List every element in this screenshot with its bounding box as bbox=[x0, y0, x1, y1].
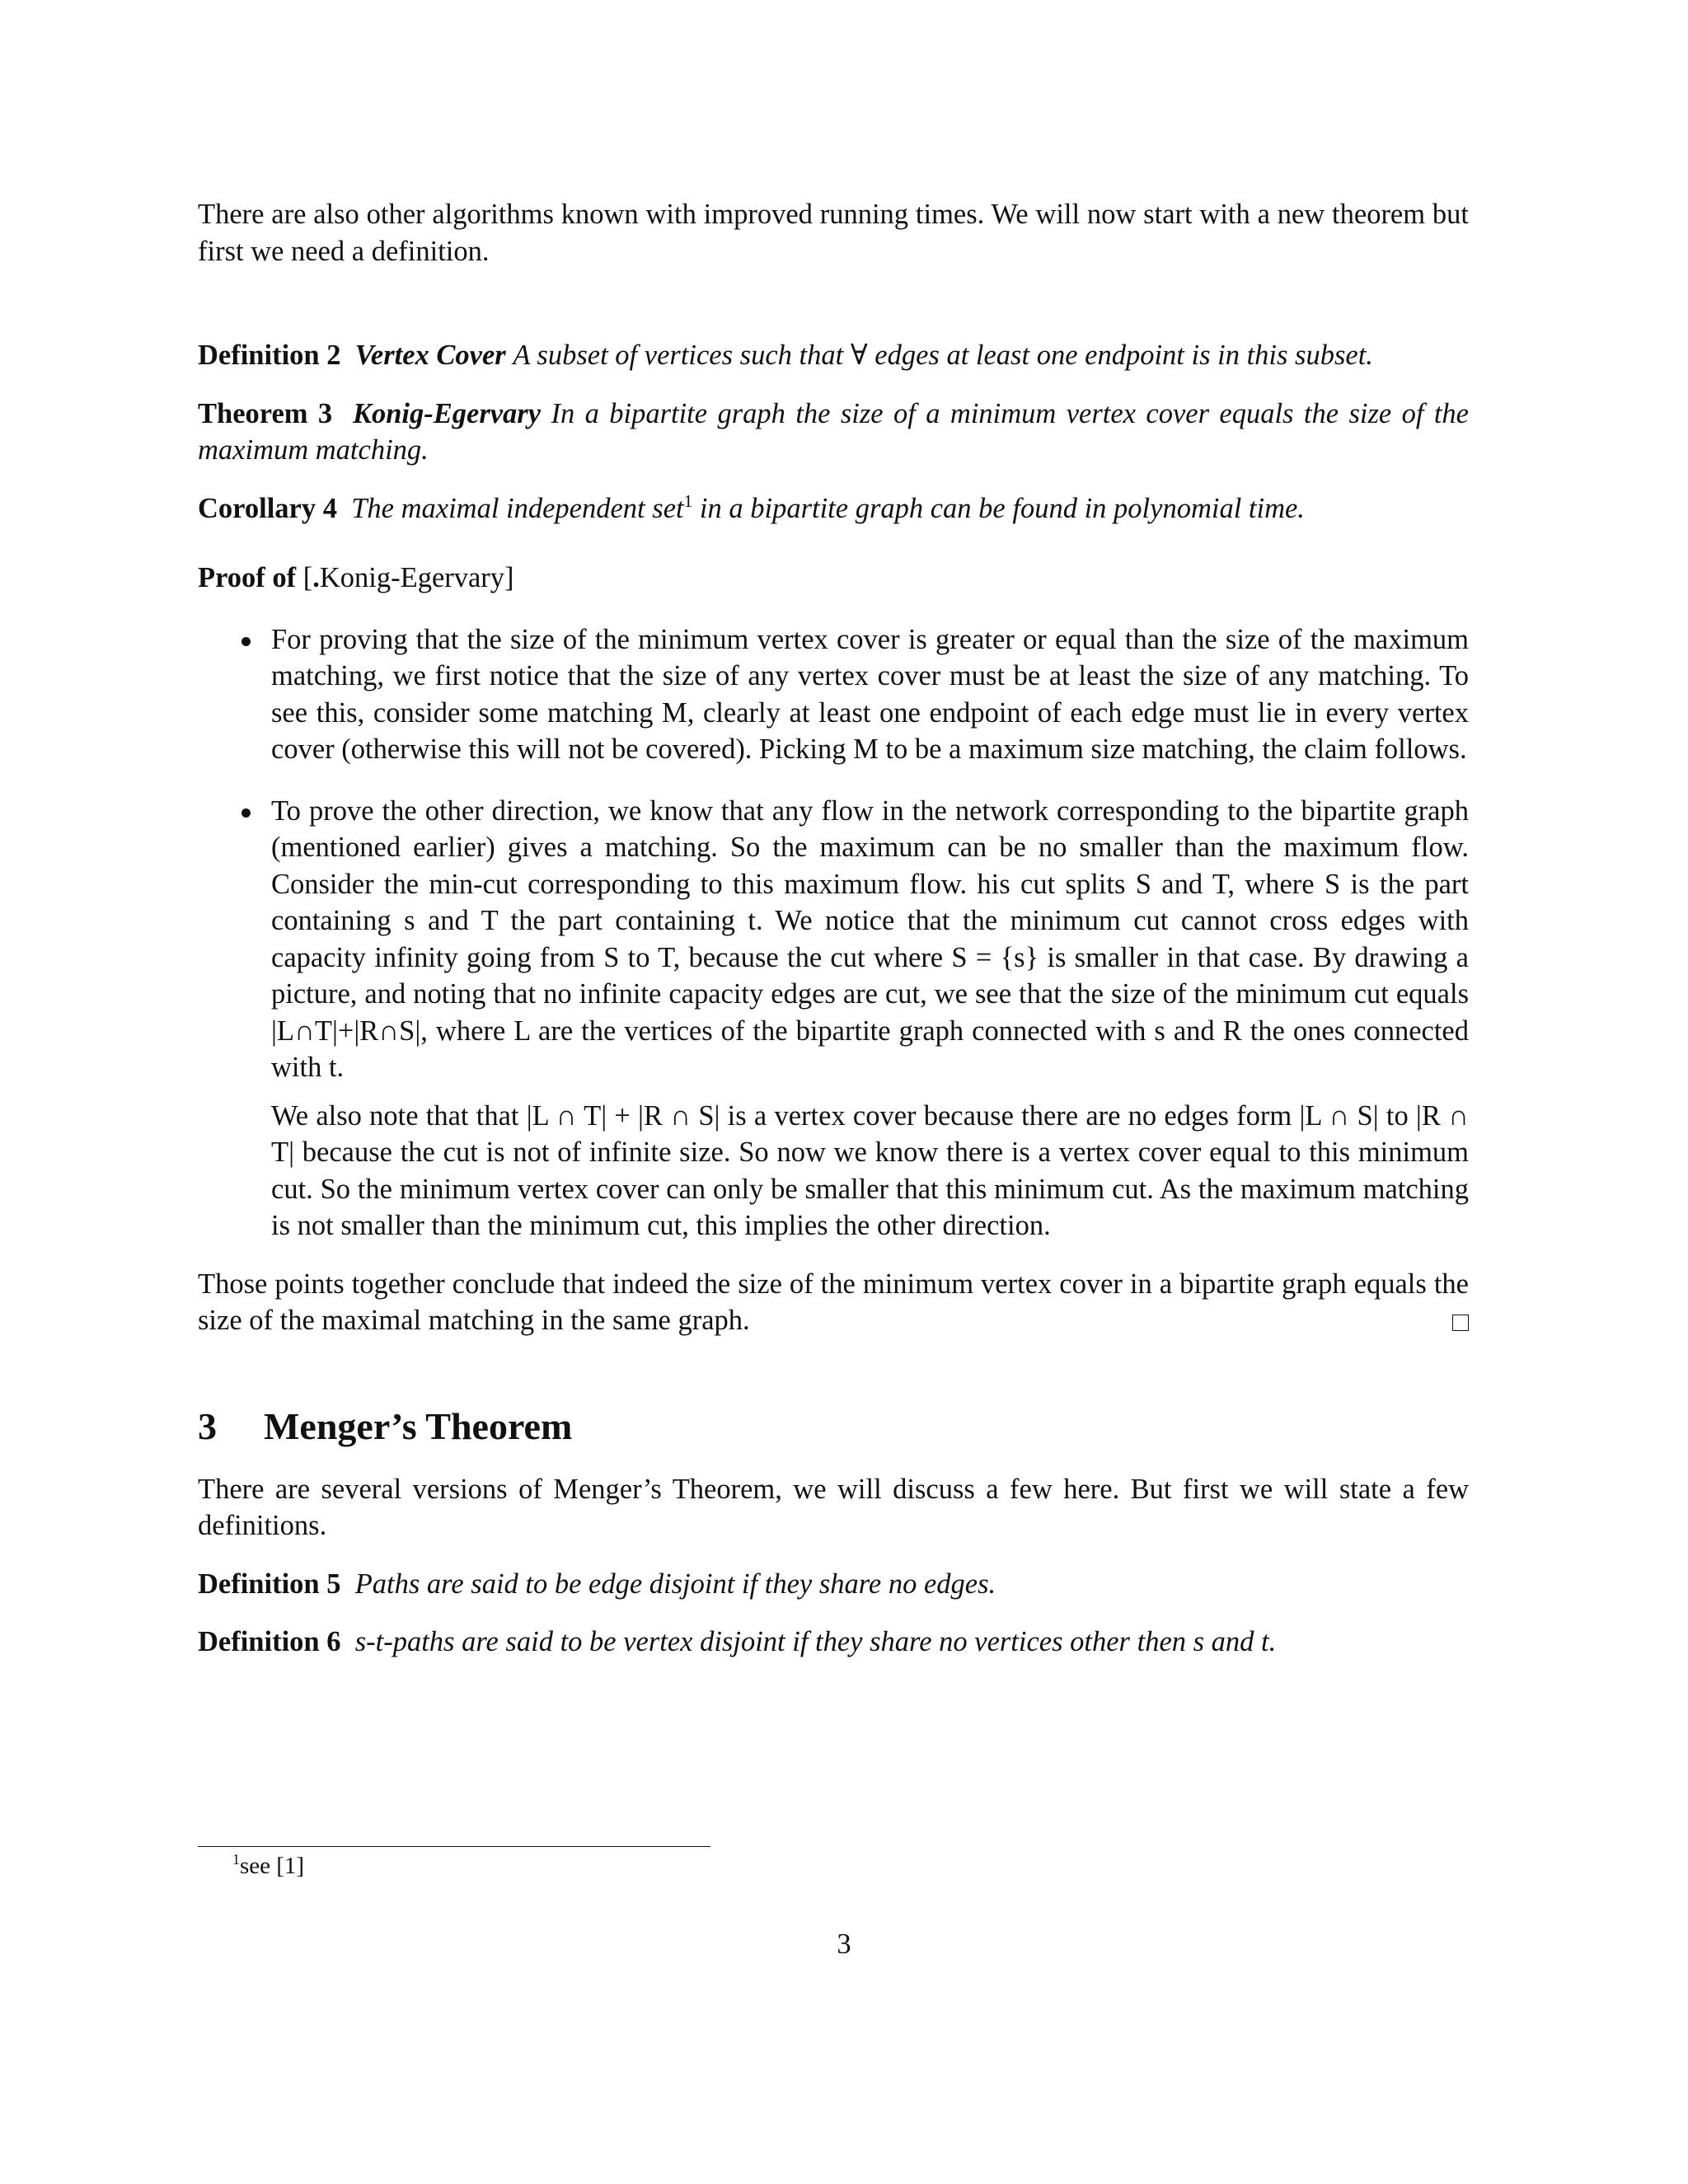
page-body bbox=[198, 196, 1469, 1661]
section-number: 3 bbox=[198, 1404, 217, 1447]
qed-square-icon bbox=[1452, 1315, 1469, 1331]
intro-paragraph: There are also other algorithms known with improved running times. We will now start with a new theorem but first we need a definition. bbox=[198, 199, 1469, 267]
bullet-icon bbox=[241, 637, 251, 646]
bullet-2-paragraph-2: We also note that that |L ∩ T| + |R ∩ S| is a vertex cover because there are no edges form |L ∩ S| to |R ∩ T| because the cut is not of infinite size. So now we know there is a vertex cover equal to this minimum cut. So the minimum vertex cover can only be smaller that this minimum cut. As the maximum matching is not smaller than the minimum cut, this implies the other direction. bbox=[271, 1099, 1469, 1241]
section-title: Menger’s Theorem bbox=[264, 1404, 573, 1447]
corollary-4-text-after: in a bipartite graph can be found in polynomial time. bbox=[692, 492, 1305, 524]
proof-heading bbox=[198, 560, 1469, 597]
definition-2-term: Vertex Cover bbox=[354, 340, 506, 371]
proof-bullet-list bbox=[198, 621, 1469, 1244]
proof-label: Proof of bbox=[198, 562, 297, 593]
definition-2-label: Definition 2 bbox=[198, 340, 341, 371]
bullet-icon bbox=[241, 808, 251, 818]
definition-2-text: A subset of vertices such that ∀ edges at least one endpoint is in this subset. bbox=[513, 340, 1373, 371]
definition-6-text: s-t-paths are said to be vertex disjoint if they share no vertices other then s and t. bbox=[354, 1626, 1277, 1657]
corollary-4 bbox=[198, 490, 1469, 527]
theorem-3-label: Theorem 3 bbox=[198, 397, 333, 429]
definition-6 bbox=[198, 1624, 1469, 1661]
theorem-3-text: In a bipartite graph the size of a minimum vertex cover equals the size of the maximum matching. bbox=[198, 397, 1469, 466]
definition-2 bbox=[198, 337, 1469, 374]
list-item bbox=[198, 621, 1469, 768]
proof-dot: . bbox=[312, 562, 320, 593]
footnote-divider bbox=[198, 1846, 710, 1847]
bullet-2-paragraph-1: To prove the other direction, we know that any flow in the network corresponding to the bipartite graph (mentioned earlier) gives a matching. So the maximum can be no smaller than the maximum flow. Consider the min-cut corresponding to this maximum flow. his cut splits S and T, where S is the part containing s and T the part containing t. We notice that the minimum cut cannot cross edges with capacity infinity going from S to T, because the cut where S = {s} is smaller in that case. By drawing a picture, and noting that no infinite capacity edges are cut, we see that the size of the minimum cut equals |L∩T|+|R∩S|, where L are the vertices of the bipartite graph connected with s and R the ones connected with t. bbox=[271, 794, 1469, 1083]
theorem-3-term: Konig-Egervary bbox=[352, 397, 542, 429]
proof-conclusion bbox=[198, 1266, 1469, 1339]
footnote bbox=[232, 1851, 304, 1881]
footnote-mark: 1 bbox=[232, 1851, 240, 1868]
definition-6-label: Definition 6 bbox=[198, 1626, 341, 1657]
corollary-4-text-before: The maximal independent set bbox=[351, 492, 684, 524]
corollary-4-label: Corollary 4 bbox=[198, 492, 337, 524]
footnote-reference: 1 bbox=[683, 490, 693, 511]
proof-conclusion-text: Those points together conclude that indeed the size of the minimum vertex cover in a bipartite graph equals the size of the maximal matching in the same graph. bbox=[198, 1268, 1469, 1336]
section-heading bbox=[198, 1404, 1469, 1450]
definition-5-label: Definition 5 bbox=[198, 1568, 341, 1600]
footnote-text: see [1] bbox=[239, 1853, 305, 1879]
proof-reference: Konig-Egervary] bbox=[319, 562, 514, 593]
definition-5 bbox=[198, 1566, 1469, 1603]
list-item bbox=[198, 793, 1469, 1244]
definition-5-text: Paths are said to be edge disjoint if they share no edges. bbox=[354, 1568, 996, 1600]
bullet-1-text: For proving that the size of the minimum vertex cover is greater or equal than the size of the maximum matching, we first notice that the size of any vertex cover must be at least the size of any matching. To see this, consider some matching M, clearly at least one endpoint of each edge must lie in every vertex cover (otherwise this will not be covered). Picking M to be a maximum size matching, the claim follows. bbox=[271, 623, 1469, 765]
proof-open-bracket: [ bbox=[296, 562, 313, 593]
page-number: 3 bbox=[837, 1929, 851, 1960]
section-3-intro: There are several versions of Menger’s Theorem, we will discuss a few here. But first we will state a few definitions. bbox=[198, 1473, 1469, 1541]
theorem-3 bbox=[198, 396, 1469, 469]
